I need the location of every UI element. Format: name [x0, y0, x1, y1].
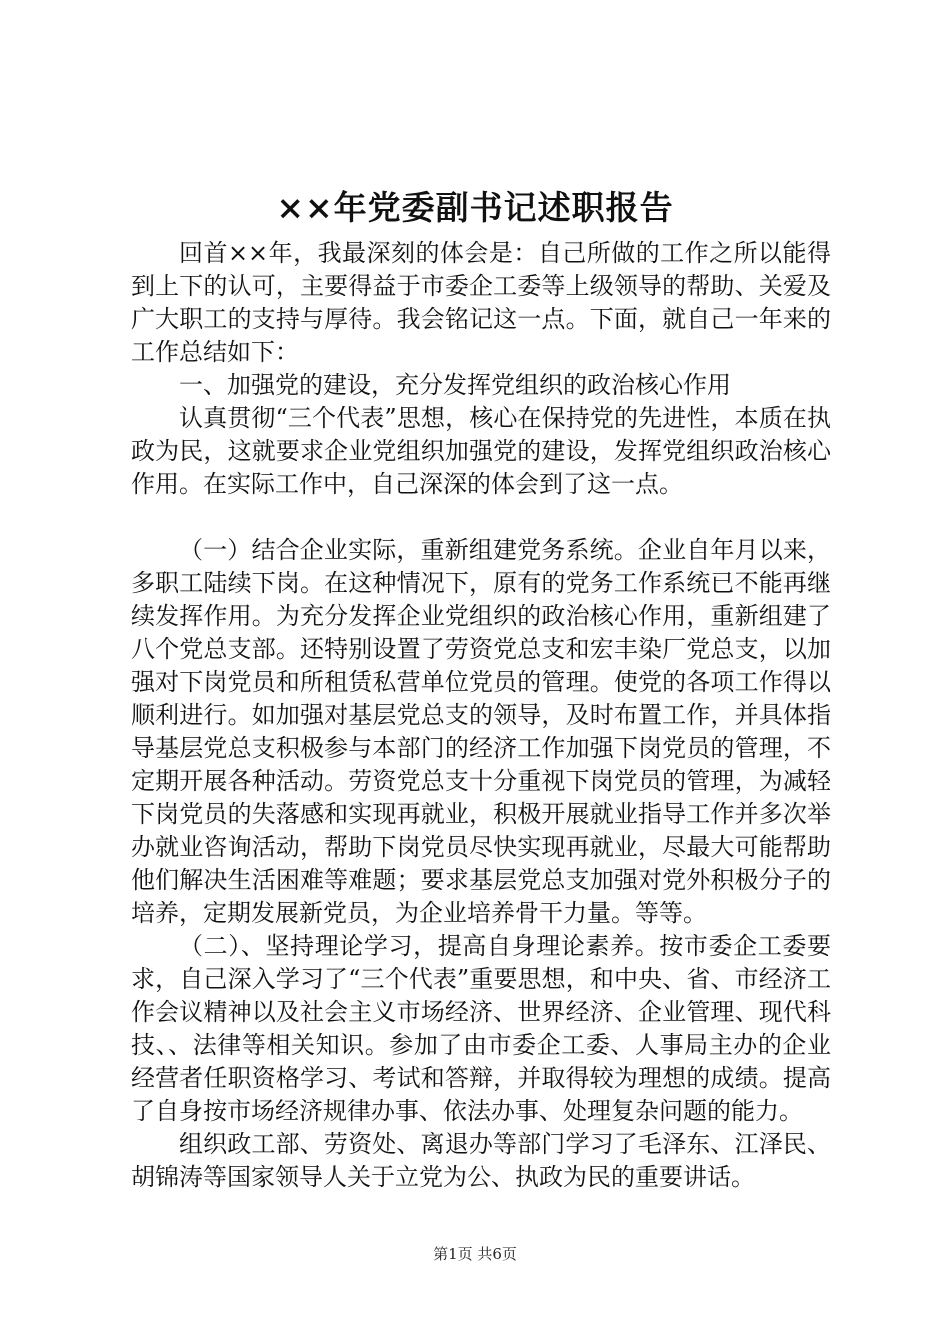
paragraph-intro: 回首××年，我最深刻的体会是：自己所做的工作之所以能得到上下的认可，主要得益于市委企工委等上级领导的帮助、关爱及广大职工的支持与厚待。我会铭记这一点。下面，就自己一年来的工作总结如下： [131, 239, 831, 366]
paragraph-section-1: 认真贯彻“三个代表”思想，核心在保持党的先进性，本质在执政为民，这就要求企业党组织加强党的建设，发挥党组织政治核心作用。在实际工作中，自己深深的体会到了这一点。 [131, 404, 831, 498]
section-heading-1: 一、加强党的建设，充分发挥党组织的政治核心作用 [179, 371, 731, 399]
document-title: ××年党委副书记述职报告 [276, 188, 674, 227]
paragraph-subsection-1: （一）结合企业实际，重新组建党务系统。企业自年月以来，多职工陆续下岗。在这种情况下，原有的党务工作系统已不能再继续发挥作用。为充分发挥企业党组织的政治核心作用，重新组建了八个党总支部。还特别设置了劳资党总支和宏丰染厂党总支，以加强对下岗党员和所租赁私营单位党员的管理。使党的各项工作得以顺利进行。如加强对基层党总支的领导，及时布置工作，并具体指导基层党总支积极参与本部门的经济工作加强下岗党员的管理，不定期开展各种活动。劳资党总支十分重视下岗党员的管理，为减轻下岗党员的失落感和实现再就业，积极开展就业指导工作并多次举办就业咨询活动，帮助下岗党员尽快实现再就业，尽最大可能帮助他们解决生活困难等难题；要求基层党总支加强对党外积极分子的培养，定期发展新党员，为企业培养骨干力量。等等。 [131, 536, 831, 927]
paragraph-study: 组织政工部、劳资处、离退办等部门学习了毛泽东、江泽民、胡锦涛等国家领导人关于立党为公、执政为民的重要讲话。 [131, 1130, 831, 1191]
paragraph-subsection-2: （二）、坚持理论学习，提高自身理论素养。按市委企工委要求，自己深入学习了“三个代表”重要思想，和中央、省、市经济工作会议精神以及社会主义市场经济、世界经济、企业管理、现代科技、、法律等相关知识。参加了由市委企工委、人事局主办的企业经营者任职资格学习、考试和答辩，并取得较为理想的成绩。提高了自身按市场经济规律办事、依法办事、处理复杂问题的能力。 [131, 932, 831, 1125]
document-body [131, 237, 831, 1194]
page-number-footer: 第1页 共6页 [433, 1245, 517, 1263]
